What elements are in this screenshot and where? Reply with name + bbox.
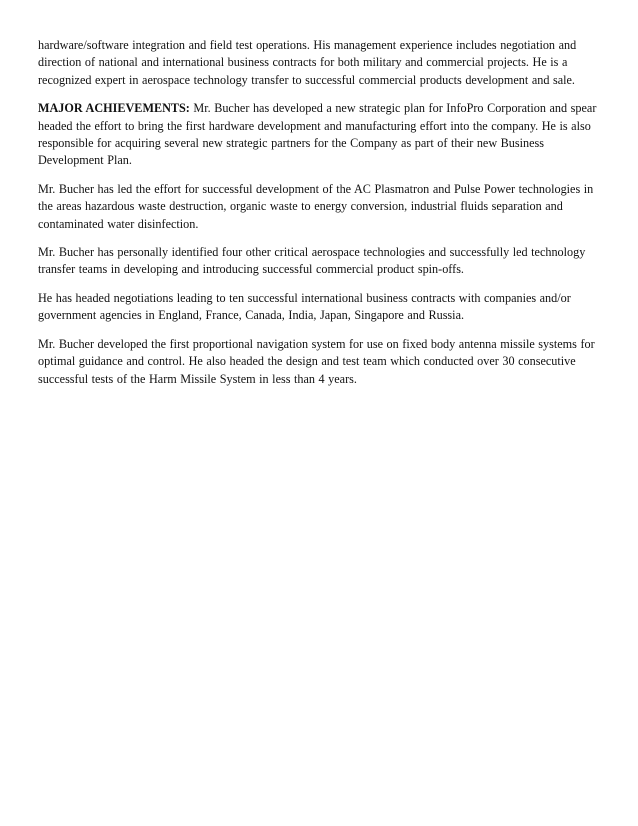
paragraph-experience: [38, 37, 604, 89]
paragraph-navigation-system: [38, 336, 604, 388]
document-page: [38, 37, 604, 399]
paragraph-text: Mr. Bucher has led the effort for successful development of the AC Plasmatron and Pulse Power technologies in the areas hazardous waste destruction, organic waste to energy conversion, industrial fluids separation and contaminated water disinfection.: [38, 181, 594, 231]
paragraph-text: Mr. Bucher has developed a new strategic plan for InfoPro Corporation and spear headed the effort to bring the first hardware development and manufacturing effort into the company. He is also responsible for acquiring several new strategic partners for the Company as part of their new Business Development Plan.: [38, 101, 597, 168]
paragraph-plasmatron: [38, 181, 604, 233]
paragraph-text: Mr. Bucher developed the first proportional navigation system for use on fixed body antenna missile systems for optimal guidance and control. He also headed the design and test team which conducted over 30 consecutive successful tests of the Harm Missile System in less than 4 years.: [38, 336, 595, 386]
paragraph-international-contracts: [38, 290, 604, 325]
paragraph-text: He has headed negotiations leading to ten successful international business contracts with companies and/or government agencies in England, France, Canada, India, Japan, Singapore and Russia.: [38, 290, 571, 323]
paragraph-major-achievements: [38, 100, 604, 170]
paragraph-text: Mr. Bucher has personally identified four other critical aerospace technologies and successfully led technology transfer teams in developing and introducing successful commercial product spin-offs.: [38, 245, 586, 277]
section-heading-major-achievements: MAJOR ACHIEVEMENTS:: [38, 101, 190, 116]
paragraph-text: hardware/software integration and field test operations. His management experience includes negotiation and direction of national and international business contracts for both military and commercial projects. He is a recognized expert in aerospace technology transfer to successful commercial products development and sale.: [38, 38, 577, 87]
paragraph-aerospace-technologies: [38, 244, 604, 279]
